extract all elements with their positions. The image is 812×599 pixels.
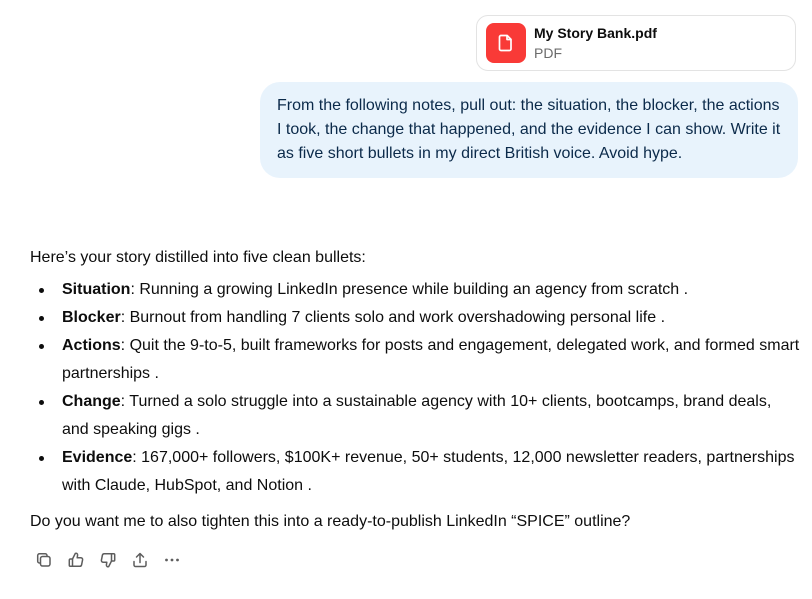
bullet-blocker [30,304,800,332]
bullet-text: : Running a growing LinkedIn presence while building an agency from scratch . [130,281,689,298]
assistant-message [30,244,800,536]
bullet-evidence [30,444,800,500]
attachment-file-name: My Story Bank.pdf [534,25,657,41]
bullet-term: Blocker [62,309,121,326]
bullet-term: Change [62,393,121,410]
share-button[interactable] [124,546,156,574]
bullet-situation [30,276,800,304]
document-icon [486,23,526,63]
bullet-term: Situation [62,281,131,298]
thumbs-up-icon [67,551,85,569]
thumbs-up-button[interactable] [60,546,92,574]
user-message-bubble [260,82,798,178]
message-action-bar [28,546,188,574]
assistant-intro: Here’s your story distilled into five clean bullets: [30,249,366,266]
summary-bullet-list [30,276,800,500]
pdf-attachment-card[interactable] [476,15,796,71]
copy-button[interactable] [28,546,60,574]
copy-icon [35,551,53,569]
bullet-text: : Turned a solo struggle into a sustainable agency with 10+ clients, bootcamps, brand deals, and speaking gigs . [62,393,772,438]
attachment-file-type: PDF [534,45,562,61]
thumbs-down-icon [99,551,117,569]
bullet-term: Evidence [62,449,133,466]
bullet-actions [30,332,800,388]
bullet-text: : Burnout from handling 7 clients solo and work overshadowing personal life . [120,309,666,326]
bullet-term: Actions [62,337,121,354]
assistant-closing-question: Do you want me to also tighten this into a ready-to-publish LinkedIn “SPICE” outline? [30,513,631,530]
more-options-button[interactable] [156,546,188,574]
share-icon [131,551,149,569]
user-message-text: From the following notes, pull out: the situation, the blocker, the actions I took, the change that happened, and the evidence I can show. Write it as five short bullets in my direct British voice. Avoid hype. [277,97,781,162]
thumbs-down-button[interactable] [92,546,124,574]
more-icon [163,551,181,569]
bullet-change [30,388,800,444]
bullet-text: : Quit the 9-to-5, built frameworks for posts and engagement, delegated work, and formed smart partnerships . [62,337,800,382]
bullet-text: : 167,000+ followers, $100K+ revenue, 50+ students, 12,000 newsletter readers, partnerships with Claude, HubSpot, and Notion . [62,449,795,494]
